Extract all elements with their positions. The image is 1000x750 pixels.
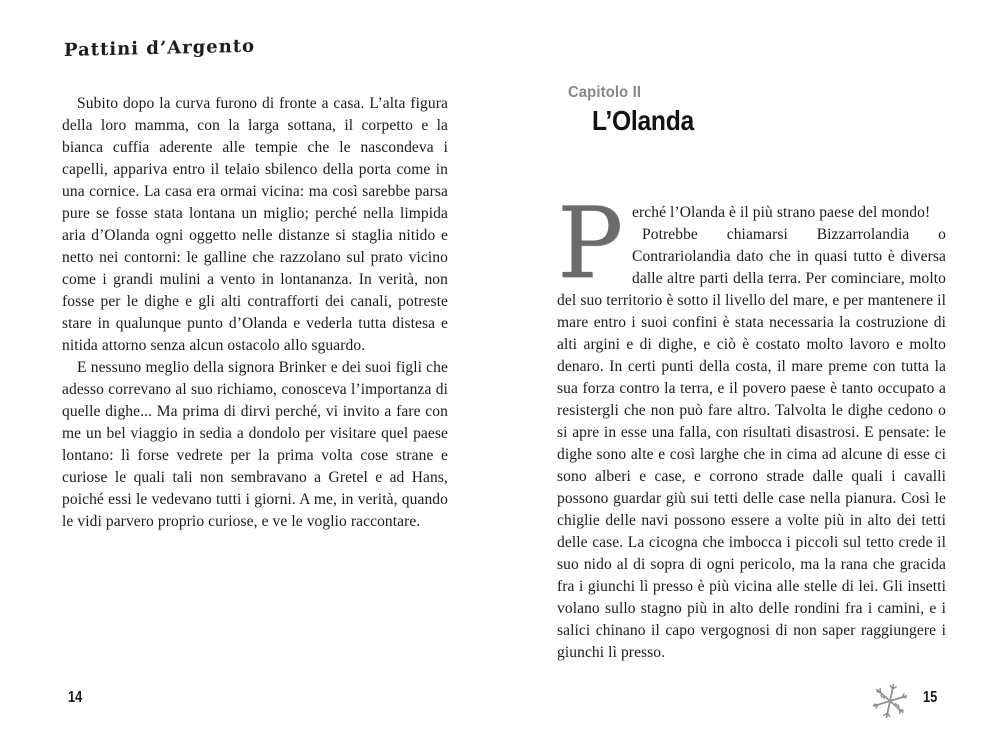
paragraph: E nessuno meglio della signora Brinker e dei suoi figli che adesso correvano al suo richiamo, conosceva l’importanza di quelle dighe... Ma prima di dirvi perché, vi invito a fare con me un bel viaggio in sedia a dondolo per visitare quel paese lontano: lì forse vedrete per la prima volta cose strane e curiose le quali tali non sembravano a Gretel e ad Hans, poiché essi le vedevano tutti i giorni. A me, in verità, quando le vidi parvero proprio curiose, e ve le voglio raccontare. [62,359,448,530]
right-page-text-column [557,187,946,664]
left-page-text-column [62,93,448,533]
running-head: Pattini d’Argento [63,35,256,62]
snowflake-icon [869,680,911,722]
chapter-label: Capitolo II [568,84,642,101]
paragraph [557,187,946,301]
page-number-right: 15 [923,689,938,706]
paragraph: Subito dopo la curva furono di fronte a casa. L’alta figura della loro mamma, con la larga sottana, il corpetto e la bianca cuffia aderente alle tempie che le nascondeva i capelli, appariva entro il telaio sbilenco della porta come in una cornice. La casa era ormai vicina: ma così sarebbe parsa pure se fosse stata lontana un miglio; perché nella limpida aria d’Olanda ogni oggetto nelle distanze si staglia nitido e netto nei contorni: le galline che razzolano sul prato vicino come i grandi mulini a vento in lontananza. In verità, non fosse per le dighe e gli alti contrafforti dei canali, potreste stare in qualunque punto d’Olanda e vederla tutta distesa e nitida attorno senza alcun ostacolo allo sguardo. [62,95,448,354]
page-number-left: 14 [68,689,83,706]
paragraph: Potrebbe chiamarsi Bizzarrolandia o Contrariolandia dato che in quasi tutto è diversa dalle altre parti della terra. Per cominciare, molto del suo territorio è sotto il livello del mare, e per mantenere il mare entro i suoi confini è stata necessaria la costruzione di alti argini e di dighe, e ciò è costato molto lavoro e molto denaro. In certi punti della costa, il mare preme con tutta la sua forza contro la terra, e il povero paese è tanto occupato a resistergli che non può fare altro. Talvolta le dighe cedono o si apre in esse una falla, con risultati disastrosi. E pensate: le dighe sono alte e così larghe che in cima ad alcune di esse ci sono alberi e case, e corrono strade dalle quali i cavalli possono guardar giù sui tetti delle case nella pianura. Così le chiglie delle navi possono essere a volte più in alto dei tetti delle case. La cicogna che imbocca i piccoli sul tetto crede il suo nido al di sopra di ogni pericolo, ma la rana che gracida fra i giunchi lì presso è più vicina alle stelle di lei. Gli insetti volano sullo stagno più in alto delle rondini fra i camini, e i salici chinano il capo vergognosi di non saper raggiungere i giunchi lì presso. [557,226,946,661]
drop-cap-letter: P [557,187,624,301]
chapter-title: L’Olanda [592,105,694,136]
paragraph-text: erché l’Olanda è il più strano paese del mondo! [632,204,931,221]
